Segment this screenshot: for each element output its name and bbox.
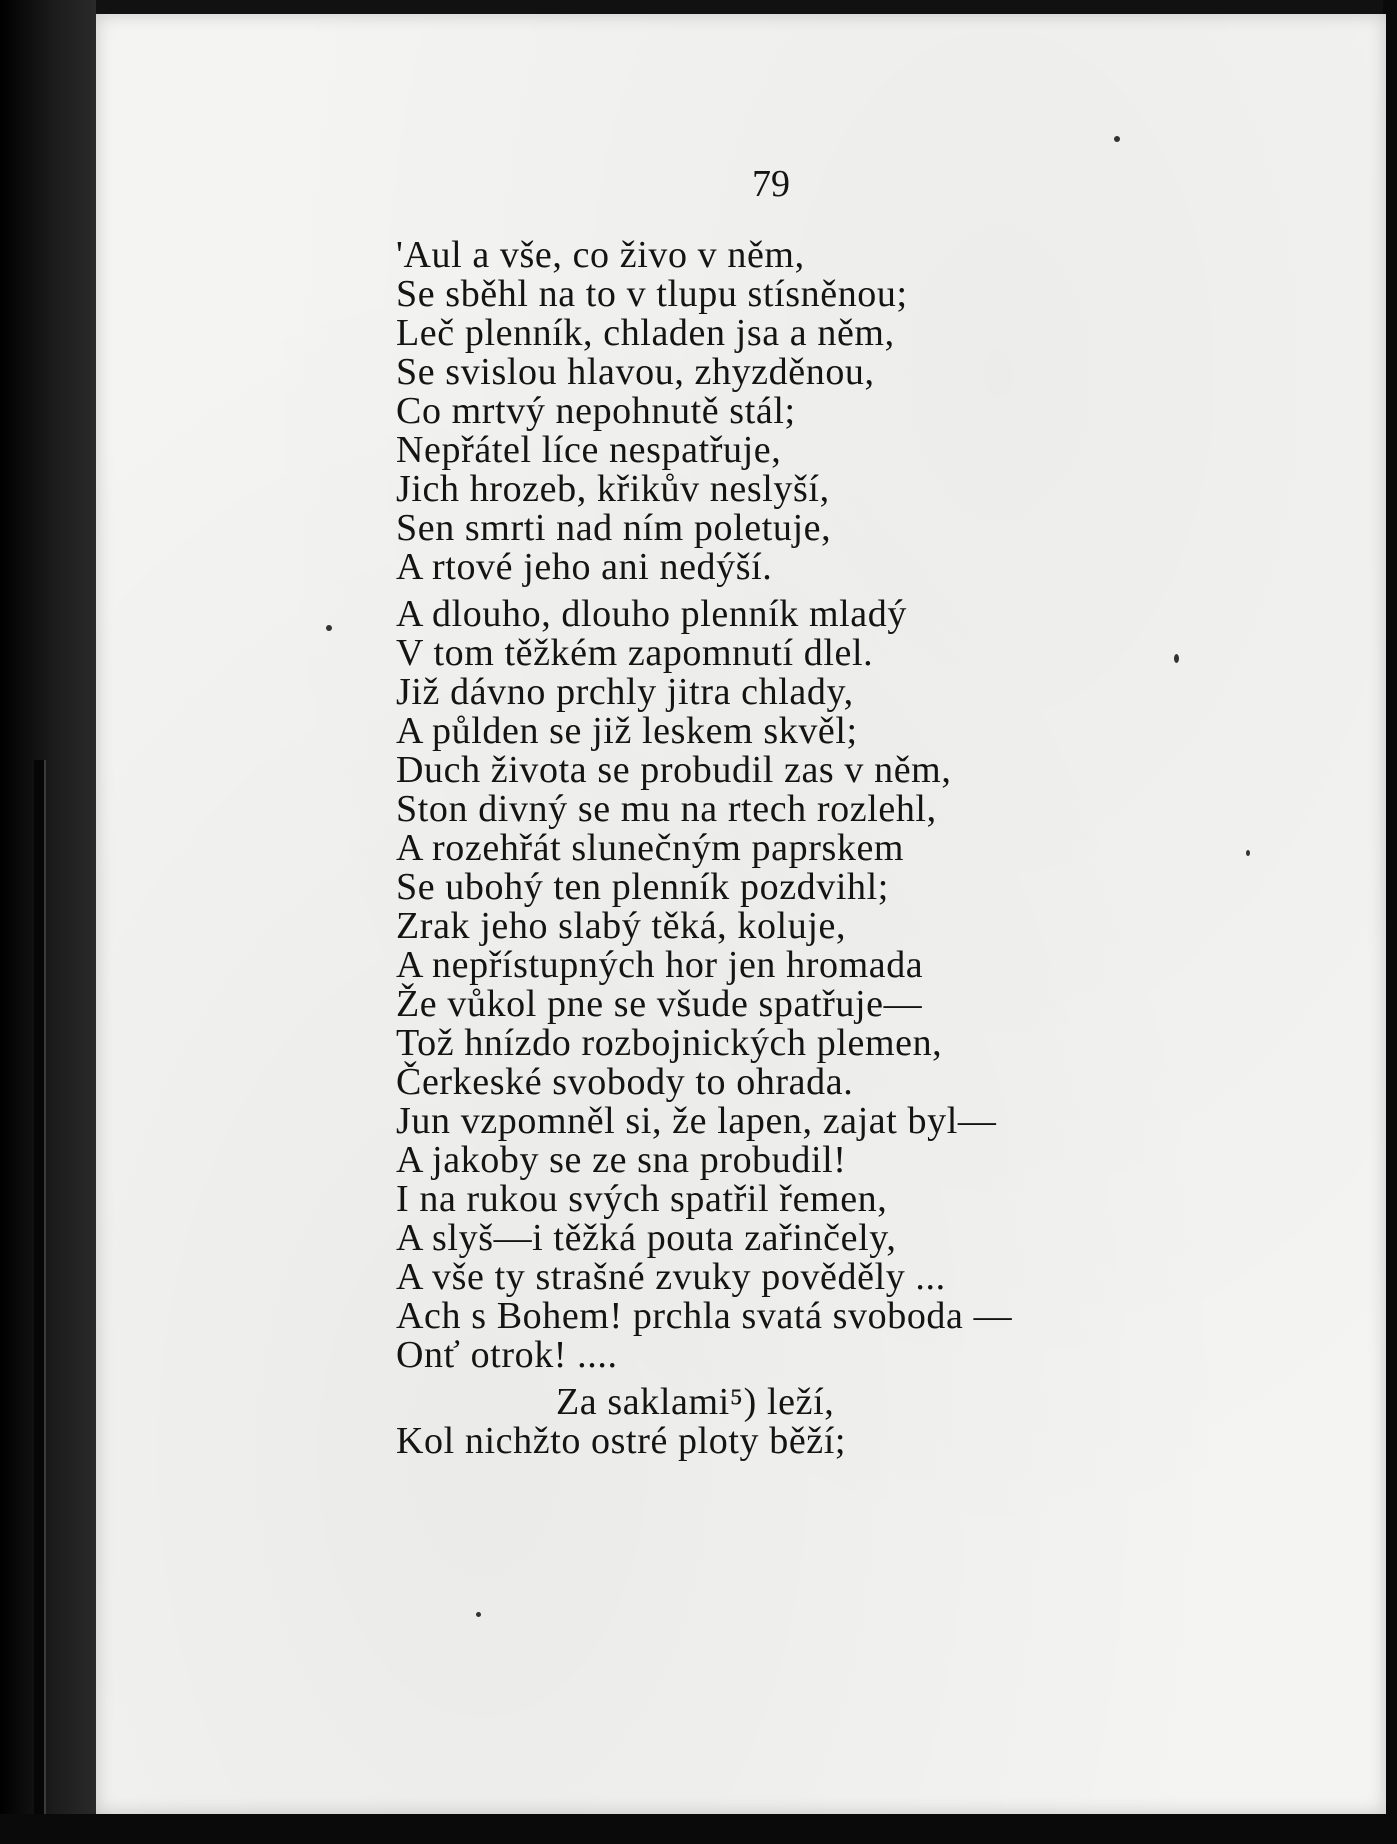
poem-line: Se sběhl na to v tlupu stísněnou; xyxy=(396,273,908,315)
poem-line: Jun vzpomněl si, že lapen, zajat byl— xyxy=(396,1100,997,1142)
poem-line: Čerkeské svobody to ohrada. xyxy=(396,1061,854,1103)
poem-line: A rtové jeho ani nedýší. xyxy=(396,546,773,588)
poem-line: Nepřátel líce nespatřuje, xyxy=(396,429,782,471)
spine-edge xyxy=(34,760,46,1840)
bottom-page-edge xyxy=(0,1814,1397,1844)
poem-line: 'Aul a vše, co živo v něm, xyxy=(396,234,805,276)
poem-line: Zrak jeho slabý těká, koluje, xyxy=(396,905,847,947)
poem-line: Za saklami⁵) leží, xyxy=(556,1381,835,1423)
poem-line: Již dávno prchly jitra chlady, xyxy=(396,671,854,713)
poem-line: A dlouho, dlouho plenník mladý xyxy=(396,593,907,635)
poem-line: Co mrtvý nepohnutě stál; xyxy=(396,390,796,432)
ink-speck xyxy=(1174,654,1179,663)
poem-line: A půlden se již leskem skvěl; xyxy=(396,710,858,752)
stanza-1 xyxy=(396,236,1276,587)
poem-line: Kol nichžto ostré ploty běží; xyxy=(396,1420,847,1462)
poem-line: Se ubohý ten plenník pozdvihl; xyxy=(396,866,889,908)
poem-line: A rozehřát slunečným paprskem xyxy=(396,827,905,869)
poem-line: A slyš—i těžká pouta zařinčely, xyxy=(396,1217,897,1259)
poem-line: A jakoby se ze sna probudil! xyxy=(396,1139,847,1181)
page-sheet xyxy=(96,14,1386,1814)
ink-speck xyxy=(1114,136,1120,142)
poem-line: Že vůkol pne se všude spatřuje— xyxy=(396,983,923,1025)
poem-line: Tož hnízdo rozbojnických plemen, xyxy=(396,1022,943,1064)
poem-line: Duch života se probudil zas v něm, xyxy=(396,749,952,791)
stanza-2 xyxy=(396,595,1276,1375)
stanza-3 xyxy=(396,1383,1276,1461)
book-spine-shadow xyxy=(0,0,96,1844)
poem-line: A vše ty strašné zvuky pověděly ... xyxy=(396,1256,946,1298)
ink-speck xyxy=(326,625,332,631)
poem-line: V tom těžkém zapomnutí dlel. xyxy=(396,632,874,674)
page-number: 79 xyxy=(752,163,790,205)
ink-speck xyxy=(476,1612,481,1617)
poem-line: Ston divný se mu na rtech rozlehl, xyxy=(396,788,937,830)
poem-line: Leč plenník, chladen jsa a něm, xyxy=(396,312,895,354)
poem-line: Jich hrozeb, křikův neslyší, xyxy=(396,468,830,510)
ink-speck xyxy=(1246,850,1250,856)
poem-line: Se svislou hlavou, zhyzděnou, xyxy=(396,351,875,393)
poem-line: Ach s Bohem! prchla svatá svoboda — xyxy=(396,1295,1013,1337)
poem-line: Sen smrti nad ním poletuje, xyxy=(396,507,832,549)
poem-line: Onť otrok! .... xyxy=(396,1334,618,1376)
poem-line: I na rukou svých spatřil řemen, xyxy=(396,1178,888,1220)
poem-line: A nepřístupných hor jen hromada xyxy=(396,944,924,986)
stanza-gap xyxy=(396,1375,1276,1383)
poem-text xyxy=(396,236,1276,1461)
